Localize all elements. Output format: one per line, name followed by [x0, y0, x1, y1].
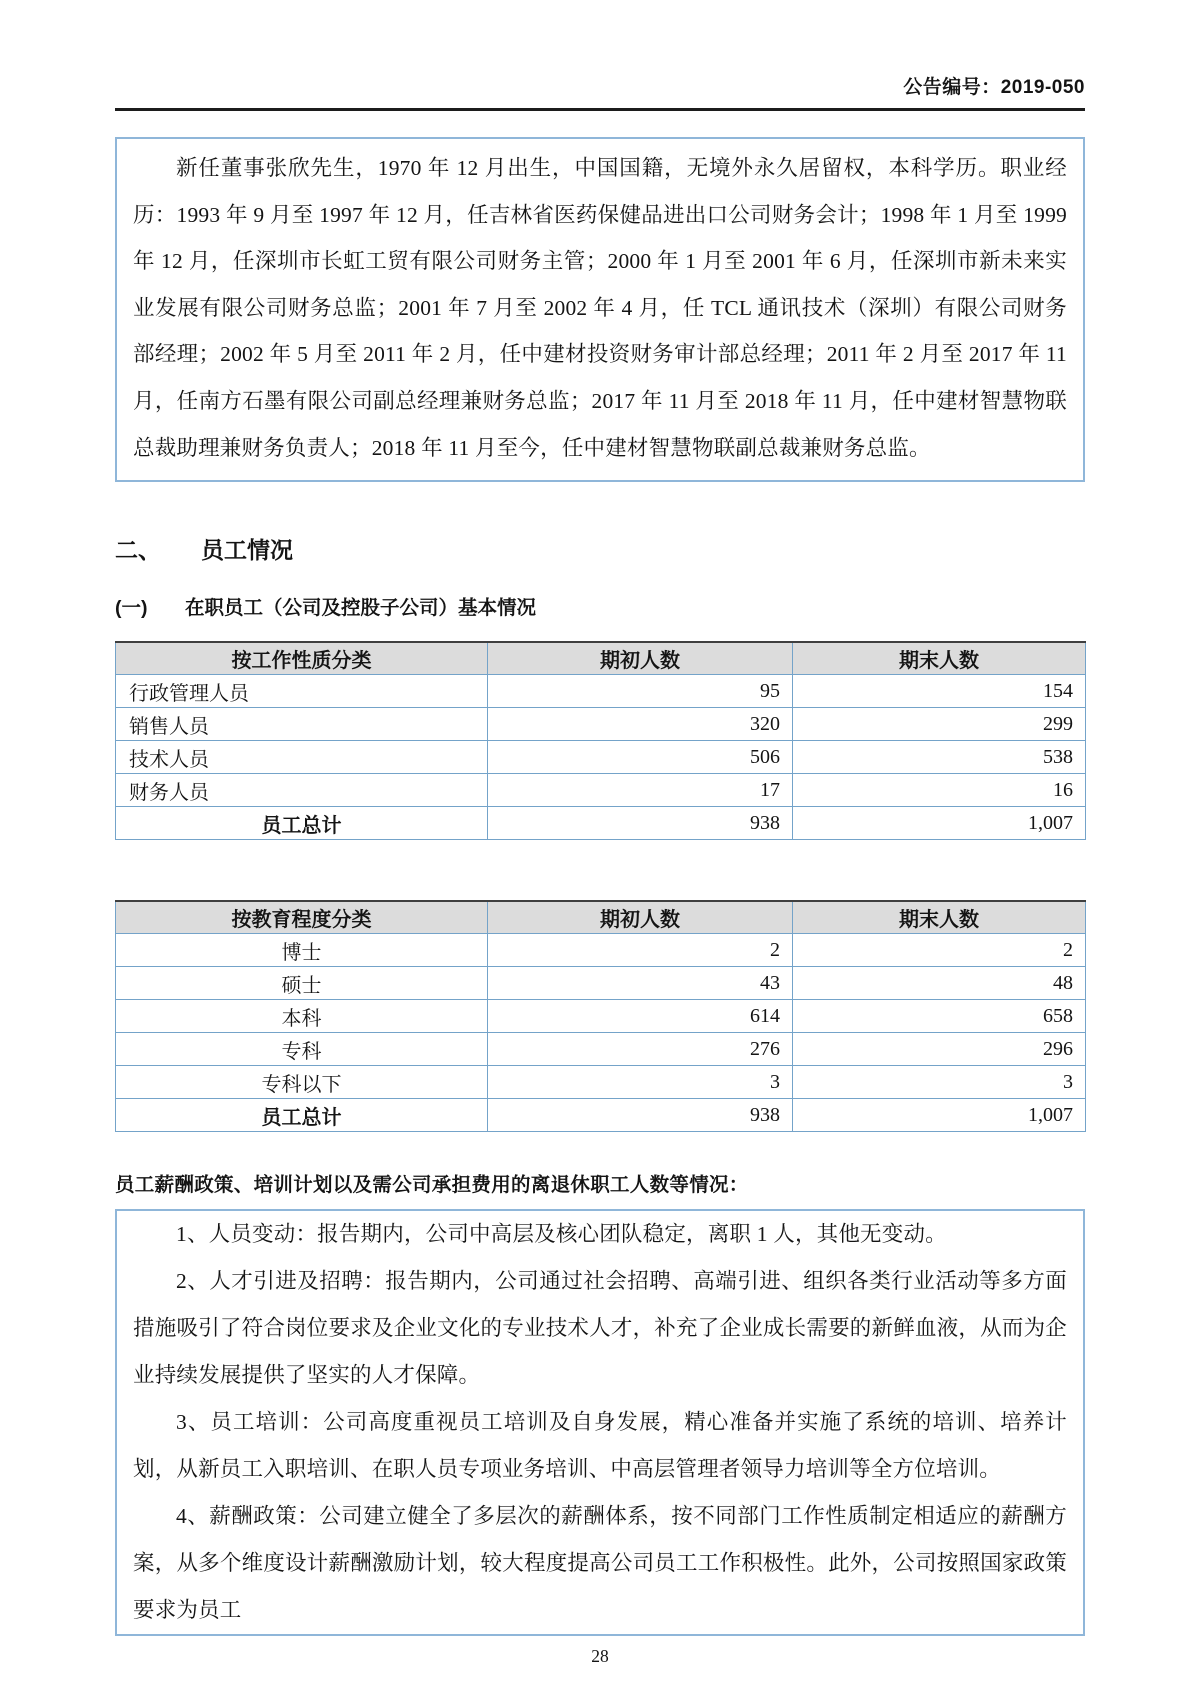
- header-cell: 期初人数: [488, 901, 793, 934]
- row-label: 专科: [116, 1033, 488, 1066]
- policy-box: [115, 1209, 1085, 1636]
- table-row: [116, 967, 1086, 1000]
- section-title: 员工情况: [201, 537, 293, 564]
- table-row: [116, 774, 1086, 807]
- header-cell: 按工作性质分类: [116, 642, 488, 675]
- table-row: [116, 934, 1086, 967]
- start-count: 2: [488, 934, 793, 967]
- row-label: 行政管理人员: [116, 675, 488, 708]
- policy-section-heading: 员工薪酬政策、培训计划以及需公司承担费用的离退休职工人数等情况：: [115, 1174, 749, 1197]
- employees-by-education-table: [115, 900, 1086, 1132]
- policy-paragraph: 2、人才引进及招聘：报告期内，公司通过社会招聘、高端引进、组织各类行业活动等多方面措施吸引了符合岗位要求及企业文化的专业技术人才，补充了企业成长需要的新鲜血液，从而为企业持续发展提供了坚实的人才保障。: [133, 1269, 1067, 1388]
- end-count: 3: [793, 1066, 1086, 1099]
- header-cell: 期初人数: [488, 642, 793, 675]
- start-count: 43: [488, 967, 793, 1000]
- row-label: 博士: [116, 934, 488, 967]
- end-count: 538: [793, 741, 1086, 774]
- start-count: 614: [488, 1000, 793, 1033]
- table-header-row: [116, 901, 1086, 934]
- doc-number: 公告编号：2019-050: [903, 77, 1085, 98]
- row-label: 硕士: [116, 967, 488, 1000]
- end-count: 48: [793, 967, 1086, 1000]
- total-end-count: 1,007: [793, 807, 1086, 840]
- subsection-number: (一): [115, 597, 148, 620]
- director-bio-box: [115, 137, 1085, 482]
- row-label: 本科: [116, 1000, 488, 1033]
- total-label: 员工总计: [116, 807, 488, 840]
- end-count: 16: [793, 774, 1086, 807]
- start-count: 276: [488, 1033, 793, 1066]
- total-label: 员工总计: [116, 1099, 488, 1132]
- start-count: 17: [488, 774, 793, 807]
- header-rule: [115, 108, 1085, 111]
- total-end-count: 1,007: [793, 1099, 1086, 1132]
- row-label: 销售人员: [116, 708, 488, 741]
- table-row: [116, 1033, 1086, 1066]
- header-cell: 按教育程度分类: [116, 901, 488, 934]
- section-heading: [115, 532, 1085, 565]
- table-total-row: [116, 807, 1086, 840]
- end-count: 658: [793, 1000, 1086, 1033]
- start-count: 3: [488, 1066, 793, 1099]
- row-label: 技术人员: [116, 741, 488, 774]
- start-count: 320: [488, 708, 793, 741]
- total-start-count: 938: [488, 807, 793, 840]
- page-content: [115, 0, 1085, 1667]
- table-row: [116, 708, 1086, 741]
- page-number: 28: [591, 1646, 609, 1667]
- policy-paragraph: 3、员工培训：公司高度重视员工培训及自身发展，精心准备并实施了系统的培训、培养计划，从新员工入职培训、在职人员专项业务培训、中高层管理者领导力培训等全方位培训。: [133, 1410, 1067, 1482]
- table-row: [116, 1000, 1086, 1033]
- section-number: 二、: [115, 537, 161, 564]
- end-count: 154: [793, 675, 1086, 708]
- header-cell: 期末人数: [793, 642, 1086, 675]
- end-count: 2: [793, 934, 1086, 967]
- start-count: 95: [488, 675, 793, 708]
- row-label: 专科以下: [116, 1066, 488, 1099]
- total-start-count: 938: [488, 1099, 793, 1132]
- header-cell: 期末人数: [793, 901, 1086, 934]
- director-bio-paragraph: 新任董事张欣先生，1970 年 12 月出生，中国国籍，无境外永久居留权，本科学历。职业经历：1993 年 9 月至 1997 年 12 月，任吉林省医药保健品进出口公司财务会计；1998 年 1 月至 1999 年 12 月，任深圳市长虹工贸有限公司财务主管；2000 年 1 月至 2001 年 6 月，任深圳市新未来实业发展有限公司财务总监；2001 年 7 月至 2002 年 4 月，任 TCL 通讯技术（深圳）有限公司财务部经理；2002 年 5 月至 2011 年 2 月，任中建材投资财务审计部总经理；2011 年 2 月至 2017 年 11 月，任南方石墨有限公司副总经理兼财务总监；2017 年 11 月至 2018 年 11 月，任中建材智慧物联总裁助理兼财务负责人；2018 年 11 月至今，任中建材智慧物联副总裁兼财务总监。: [133, 156, 1067, 460]
- table-row: [116, 675, 1086, 708]
- row-label: 财务人员: [116, 774, 488, 807]
- table-header-row: [116, 642, 1086, 675]
- doc-number-header: [115, 0, 1085, 99]
- table-row: [116, 741, 1086, 774]
- subsection-title: 在职员工（公司及控股子公司）基本情况: [185, 597, 537, 620]
- employees-by-job-table: [115, 641, 1086, 840]
- end-count: 299: [793, 708, 1086, 741]
- table-row: [116, 1066, 1086, 1099]
- end-count: 296: [793, 1033, 1086, 1066]
- start-count: 506: [488, 741, 793, 774]
- policy-paragraph: 4、薪酬政策：公司建立健全了多层次的薪酬体系，按不同部门工作性质制定相适应的薪酬方案，从多个维度设计薪酬激励计划，较大程度提高公司员工工作积极性。此外，公司按照国家政策要求为员工: [133, 1504, 1067, 1623]
- table-total-row: [116, 1099, 1086, 1132]
- subsection-heading: [115, 592, 1085, 620]
- policy-paragraph: 1、人员变动：报告期内，公司中高层及核心团队稳定，离职 1 人，其他无变动。: [176, 1222, 947, 1247]
